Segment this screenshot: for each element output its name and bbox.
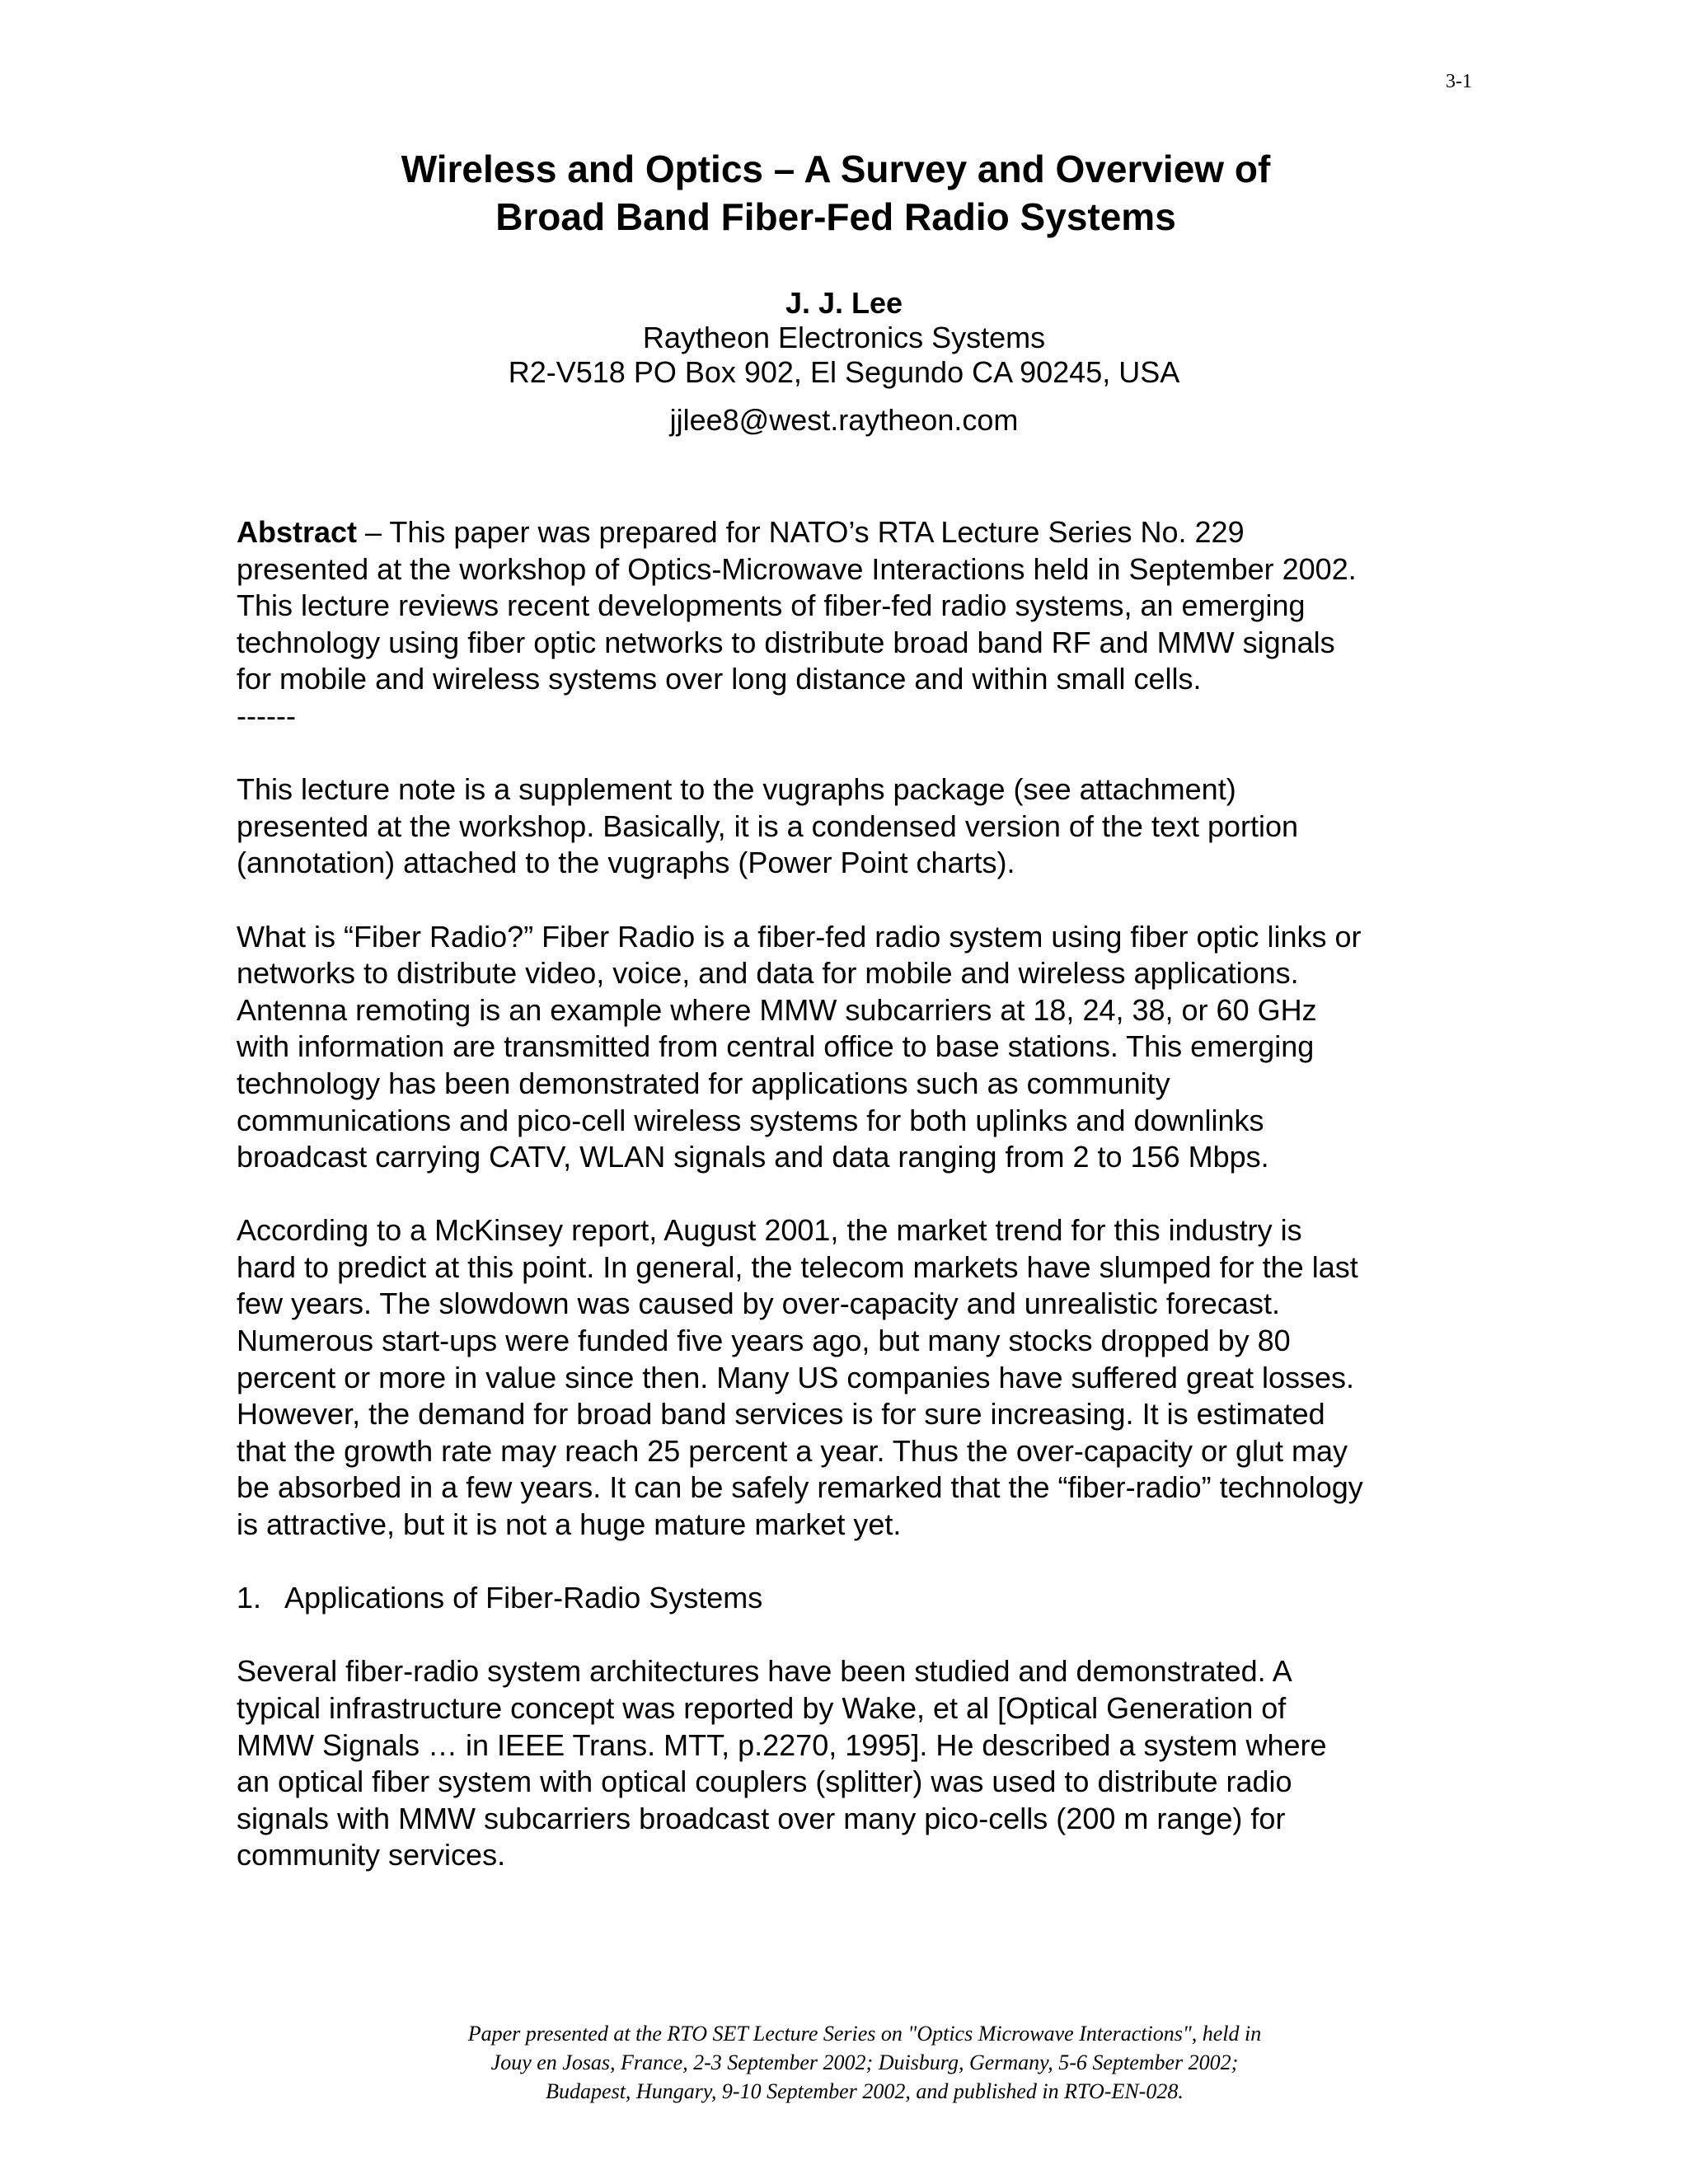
abstract-line: This lecture reviews recent developments of fiber-fed radio systems, an emerging <box>237 588 1306 623</box>
author-block <box>0 286 1688 438</box>
section-title: Applications of Fiber-Radio Systems <box>284 1581 763 1615</box>
paragraph-line: (annotation) attached to the vugraphs (Power Point charts). <box>237 846 1015 880</box>
footer-note <box>0 2019 1688 2106</box>
paragraph-line: MMW Signals … in IEEE Trans. MTT, p.2270, 1995]. He described a system where <box>237 1727 1327 1762</box>
paragraph-line: technology has been demonstrated for applications such as community <box>237 1066 1170 1100</box>
abstract-line: for mobile and wireless systems over long distance and within small cells. <box>237 662 1202 696</box>
paragraph-line: This lecture note is a supplement to the vugraphs package (see attachment) <box>237 772 1236 807</box>
footer-line: Jouy en Josas, France, 2-3 September 2002; Duisburg, Germany, 5-6 September 2002; <box>490 2050 1239 2074</box>
paragraph-line: However, the demand for broad band services is for sure increasing. It is estimated <box>237 1397 1325 1432</box>
paragraph-line: is attractive, but it is not a huge mature market yet. <box>237 1507 902 1542</box>
paragraph-line: percent or more in value since then. Many US companies have suffered great losses. <box>237 1360 1355 1394</box>
paragraph-line: signals with MMW subcarriers broadcast over many pico-cells (200 m range) for <box>237 1801 1286 1835</box>
abstract-line: presented at the workshop of Optics-Microwave Interactions held in September 2002. <box>237 551 1357 586</box>
paragraph-market-trend <box>237 1212 1489 1543</box>
abstract-text: – This paper was prepared for NATO’s RTA Lecture Series No. 229 <box>357 515 1245 549</box>
paragraph-line: be absorbed in a few years. It can be safely remarked that the “fiber-radio” technology <box>237 1470 1363 1505</box>
paragraph-line: hard to predict at this point. In general, the telecom markets have slumped for the last <box>237 1249 1358 1284</box>
page-number: 3-1 <box>1446 71 1472 92</box>
paragraph-line: Numerous start-ups were funded five years ago, but many stocks dropped by 80 <box>237 1324 1291 1358</box>
section-number: 1. <box>237 1581 262 1615</box>
abstract-separator: ------ <box>237 698 296 733</box>
paper-title-line-2: Broad Band Fiber-Fed Radio Systems <box>495 195 1176 238</box>
paragraph-fiber-radio <box>237 919 1489 1176</box>
abstract-line <box>237 514 1489 551</box>
footer-line: Budapest, Hungary, 9-10 September 2002, and published in RTO-EN-028. <box>546 2079 1184 2103</box>
paragraph-line: Several fiber-radio system architectures have been studied and demonstrated. A <box>237 1654 1292 1689</box>
paragraph-line: networks to distribute video, voice, and data for mobile and wireless applications. <box>237 956 1299 991</box>
paragraph-architectures <box>237 1653 1489 1874</box>
paper-title-line-1: Wireless and Optics – A Survey and Overview of <box>401 148 1271 190</box>
paragraph-line: few years. The slowdown was caused by over-capacity and unrealistic forecast. <box>237 1286 1280 1321</box>
author-email: jjlee8@west.raytheon.com <box>669 403 1019 437</box>
abstract <box>237 514 1489 735</box>
author-name: J. J. Lee <box>785 286 903 320</box>
paragraph-line: presented at the workshop. Basically, it is a condensed version of the text portion <box>237 808 1299 843</box>
body-text <box>237 514 1489 1911</box>
paragraph-line: an optical fiber system with optical couplers (splitter) was used to distribute radio <box>237 1765 1292 1799</box>
paragraph-line: that the growth rate may reach 25 percent a year. Thus the over-capacity or glut may <box>237 1433 1348 1468</box>
paragraph-line: community services. <box>237 1838 506 1872</box>
abstract-line: technology using fiber optic networks to distribute broad band RF and MMW signals <box>237 625 1335 659</box>
footer-line: Paper presented at the RTO SET Lecture Series on "Optics Microwave Interactions", held in <box>467 2022 1262 2046</box>
paragraph-line: What is “Fiber Radio?” Fiber Radio is a fiber-fed radio system using fiber optic links or <box>237 919 1362 954</box>
paragraph-line: broadcast carrying CATV, WLAN signals and data ranging from 2 to 156 Mbps. <box>237 1140 1269 1174</box>
paragraph-line: Antenna remoting is an example where MMW subcarriers at 18, 24, 38, or 60 GHz <box>237 992 1317 1027</box>
abstract-label: Abstract <box>237 515 358 549</box>
section-heading <box>237 1580 1489 1617</box>
paragraph-line: typical infrastructure concept was reported by Wake, et al [Optical Generation of <box>237 1691 1287 1725</box>
author-affiliation: Raytheon Electronics Systems <box>642 321 1046 354</box>
author-address: R2-V518 PO Box 902, El Segundo CA 90245, USA <box>508 355 1180 389</box>
paragraph-line: communications and pico-cell wireless systems for both uplinks and downlinks <box>237 1103 1264 1137</box>
paper-title <box>0 145 1688 241</box>
paragraph-lecture-note <box>237 771 1489 882</box>
paragraph-line: with information are transmitted from central office to base stations. This emerging <box>237 1029 1315 1064</box>
paragraph-line: According to a McKinsey report, August 2001, the market trend for this industry is <box>237 1213 1302 1248</box>
